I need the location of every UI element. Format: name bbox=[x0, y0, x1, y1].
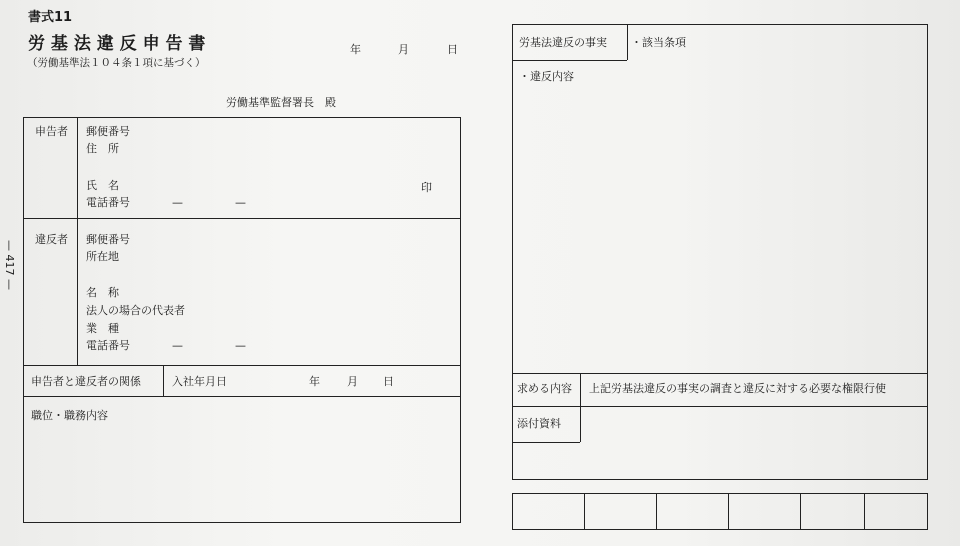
row-divider bbox=[512, 60, 627, 61]
complainant-postal-label: 郵便番号 bbox=[86, 125, 130, 138]
relationship-label: 申告者と違反者の関係 bbox=[31, 375, 141, 388]
col-divider bbox=[580, 373, 581, 442]
violator-section-label: 違反者 bbox=[35, 233, 68, 246]
row-divider bbox=[512, 442, 580, 443]
left-form-table bbox=[23, 117, 461, 523]
stamp-divider bbox=[656, 493, 657, 530]
complainant-name-label: 氏 名 bbox=[86, 179, 119, 192]
article-label: ・該当条項 bbox=[631, 36, 686, 49]
form-number: 書式11 bbox=[28, 10, 73, 25]
violator-postal-label: 郵便番号 bbox=[86, 233, 130, 246]
stamp-row bbox=[512, 493, 928, 530]
date-month-label: 月 bbox=[398, 43, 409, 56]
row-divider bbox=[512, 406, 928, 407]
hire-month-label: 月 bbox=[347, 375, 358, 388]
stamp-divider bbox=[728, 493, 729, 530]
legal-basis: （労働基準法１０４条１項に基づく） bbox=[27, 57, 206, 69]
phone-dash: — bbox=[235, 196, 246, 209]
row-divider bbox=[512, 373, 928, 374]
date-day-label: 日 bbox=[447, 43, 458, 56]
col-divider bbox=[163, 365, 164, 396]
page-number: — 417 — bbox=[3, 240, 16, 290]
right-form-table bbox=[512, 24, 928, 480]
row-divider bbox=[23, 218, 461, 219]
phone-dash: — bbox=[235, 339, 246, 352]
hire-date-label: 入社年月日 bbox=[172, 375, 227, 388]
duties-label: 職位・職務内容 bbox=[31, 409, 108, 422]
hire-year-label: 年 bbox=[309, 375, 320, 388]
col-divider bbox=[627, 24, 628, 60]
addressee: 労働基準監督署長 殿 bbox=[226, 96, 336, 109]
facts-label: 労基法違反の事実 bbox=[519, 36, 607, 49]
violator-representative-label: 法人の場合の代表者 bbox=[86, 304, 185, 317]
col-divider bbox=[77, 117, 78, 365]
violator-location-label: 所在地 bbox=[86, 250, 119, 263]
violator-name-label: 名 称 bbox=[86, 286, 119, 299]
date-year-label: 年 bbox=[350, 43, 361, 56]
request-label: 求める内容 bbox=[517, 382, 572, 395]
stamp-divider bbox=[800, 493, 801, 530]
violation-content-label: ・違反内容 bbox=[519, 70, 574, 83]
phone-dash: — bbox=[172, 339, 183, 352]
complainant-address-label: 住 所 bbox=[86, 142, 119, 155]
stamp-divider bbox=[864, 493, 865, 530]
row-divider bbox=[23, 396, 461, 397]
violator-phone-label: 電話番号 bbox=[86, 339, 130, 352]
phone-dash: — bbox=[172, 196, 183, 209]
request-text: 上記労基法違反の事実の調査と違反に対する必要な権限行使 bbox=[589, 382, 886, 395]
violator-business-label: 業 種 bbox=[86, 322, 119, 335]
stamp-divider bbox=[584, 493, 585, 530]
seal-mark: 印 bbox=[421, 181, 432, 194]
complainant-phone-label: 電話番号 bbox=[86, 196, 130, 209]
complainant-section-label: 申告者 bbox=[35, 125, 68, 138]
hire-day-label: 日 bbox=[383, 375, 394, 388]
attachments-label: 添付資料 bbox=[517, 417, 561, 430]
form-title: 労 基 法 違 反 申 告 書 bbox=[28, 34, 206, 54]
row-divider bbox=[23, 365, 461, 366]
